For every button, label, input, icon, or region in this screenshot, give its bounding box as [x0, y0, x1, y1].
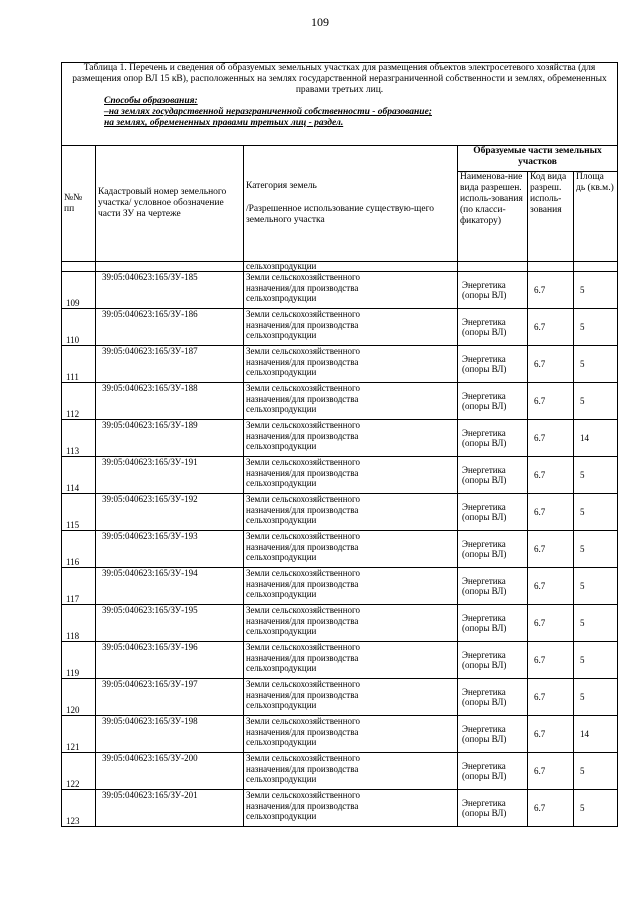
continuation-text: сельхозпродукции	[244, 262, 458, 272]
row-category	[244, 272, 458, 309]
row-category-line: Земли сельскохозяйственного	[246, 605, 361, 615]
row-use-code: 6.7	[528, 457, 574, 494]
row-category-line: назначения/для производства	[246, 689, 359, 700]
row-category-line: назначения/для производства	[246, 319, 359, 330]
row-number: 109	[62, 272, 96, 309]
row-number: 120	[62, 679, 96, 716]
row-area: 14	[574, 716, 618, 753]
row-category-line: сельхозпродукции	[246, 478, 317, 488]
row-category	[244, 642, 458, 679]
land-plots-table	[61, 62, 618, 827]
row-category-line: Земли сельскохозяйственного	[246, 346, 361, 356]
table-row	[62, 642, 618, 679]
row-use-name: Энергетика (опоры ВЛ)	[458, 568, 528, 605]
row-category-line: сельхозпродукции	[246, 330, 317, 340]
row-number: 113	[62, 420, 96, 457]
row-category-line: назначения/для производства	[246, 356, 359, 367]
row-category-line: сельхозпродукции	[246, 589, 317, 599]
row-cadastral-number: 39:05:040623:165/ЗУ-192	[96, 494, 244, 531]
row-cadastral-number: 39:05:040623:165/ЗУ-185	[96, 272, 244, 309]
row-category-line: Земли сельскохозяйственного	[246, 531, 361, 541]
table-row	[62, 716, 618, 753]
row-area: 5	[574, 272, 618, 309]
row-use-code: 6.7	[528, 420, 574, 457]
row-category-line: сельхозпродукции	[246, 700, 317, 710]
row-category-line: назначения/для производства	[246, 763, 359, 774]
row-number: 118	[62, 605, 96, 642]
row-category-line: сельхозпродукции	[246, 626, 317, 636]
table-row	[62, 753, 618, 790]
row-cadastral-number: 39:05:040623:165/ЗУ-188	[96, 383, 244, 420]
row-category-line: назначения/для производства	[246, 467, 359, 478]
row-area: 5	[574, 346, 618, 383]
row-use-code: 6.7	[528, 568, 574, 605]
row-area: 5	[574, 568, 618, 605]
row-category-line: сельхозпродукции	[246, 552, 317, 562]
row-area: 5	[574, 309, 618, 346]
row-category-line: Земли сельскохозяйственного	[246, 716, 361, 726]
row-use-name: Энергетика (опоры ВЛ)	[458, 346, 528, 383]
row-use-code: 6.7	[528, 272, 574, 309]
header-group: Образуемые части земельных участков	[458, 146, 618, 172]
row-use-name: Энергетика (опоры ВЛ)	[458, 457, 528, 494]
row-area: 5	[574, 753, 618, 790]
table-row	[62, 531, 618, 568]
row-area: 5	[574, 494, 618, 531]
table-row	[62, 605, 618, 642]
header-category-title: Категория земель	[246, 181, 317, 191]
row-number: 116	[62, 531, 96, 568]
row-category-line: Земли сельскохозяйственного	[246, 679, 361, 689]
row-area: 14	[574, 420, 618, 457]
row-number: 121	[62, 716, 96, 753]
row-category	[244, 457, 458, 494]
row-use-code: 6.7	[528, 383, 574, 420]
row-category-line: назначения/для производства	[246, 578, 359, 589]
row-category	[244, 716, 458, 753]
row-use-name: Энергетика (опоры ВЛ)	[458, 531, 528, 568]
table-row	[62, 790, 618, 827]
row-number: 111	[62, 346, 96, 383]
row-area: 5	[574, 383, 618, 420]
table-row	[62, 494, 618, 531]
row-category	[244, 531, 458, 568]
row-category-line: Земли сельскохозяйственного	[246, 457, 361, 467]
row-category-line: назначения/для производства	[246, 726, 359, 737]
continuation-row	[62, 262, 618, 272]
row-category	[244, 790, 458, 827]
row-cadastral-number: 39:05:040623:165/ЗУ-201	[96, 790, 244, 827]
row-category-line: назначения/для производства	[246, 800, 359, 811]
row-use-code: 6.7	[528, 605, 574, 642]
row-cadastral-number: 39:05:040623:165/ЗУ-186	[96, 309, 244, 346]
method-1: –на землях государственной неразграниченной собственности - образование;	[104, 107, 432, 117]
table-row	[62, 272, 618, 309]
row-use-name: Энергетика (опоры ВЛ)	[458, 309, 528, 346]
row-category	[244, 383, 458, 420]
header-use-code: Код вида разреш. исполь-зования	[528, 172, 574, 262]
caption-row	[62, 63, 618, 146]
row-cadastral-number: 39:05:040623:165/ЗУ-197	[96, 679, 244, 716]
header-use-name: Наименова-ние вида разрешен. исполь-зования (по класси-фикатору)	[458, 172, 528, 262]
table-caption	[62, 63, 618, 146]
row-category-line: сельхозпродукции	[246, 663, 317, 673]
table-row	[62, 309, 618, 346]
row-category-line: назначения/для производства	[246, 282, 359, 293]
row-number: 122	[62, 753, 96, 790]
header-category-use: /Разрешенное использование существую-щего земельного участка	[246, 204, 434, 225]
row-cadastral-number: 39:05:040623:165/ЗУ-189	[96, 420, 244, 457]
header-num: №№ пп	[62, 146, 96, 262]
row-area: 5	[574, 531, 618, 568]
table-row	[62, 346, 618, 383]
row-category	[244, 679, 458, 716]
row-category-line: Земли сельскохозяйственного	[246, 309, 361, 319]
method-2: на землях, обремененных правами третьих лиц - раздел.	[104, 118, 344, 128]
row-number: 115	[62, 494, 96, 531]
header-category	[244, 146, 458, 262]
row-category-line: Земли сельскохозяйственного	[246, 568, 361, 578]
row-cadastral-number: 39:05:040623:165/ЗУ-193	[96, 531, 244, 568]
row-use-name: Энергетика (опоры ВЛ)	[458, 272, 528, 309]
row-category	[244, 309, 458, 346]
row-cadastral-number: 39:05:040623:165/ЗУ-187	[96, 346, 244, 383]
header-area: Площа дь (кв.м.)	[574, 172, 618, 262]
row-cadastral-number: 39:05:040623:165/ЗУ-200	[96, 753, 244, 790]
row-number: 123	[62, 790, 96, 827]
table-row	[62, 383, 618, 420]
row-category	[244, 753, 458, 790]
row-category	[244, 346, 458, 383]
row-use-name: Энергетика (опоры ВЛ)	[458, 420, 528, 457]
row-category	[244, 494, 458, 531]
row-use-code: 6.7	[528, 642, 574, 679]
row-use-name: Энергетика (опоры ВЛ)	[458, 753, 528, 790]
caption-text: Таблица 1. Перечень и сведения об образуемых земельных участках для размещения объектов электросетевого хозяйства (для размещения опор ВЛ 15 кВ), расположенных на землях государственной неразграниченной собственности и землях, обремененных правами третьих лиц.	[72, 63, 607, 95]
row-category-line: сельхозпродукции	[246, 404, 317, 414]
row-use-name: Энергетика (опоры ВЛ)	[458, 642, 528, 679]
row-category-line: сельхозпродукции	[246, 367, 317, 377]
row-category-line: Земли сельскохозяйственного	[246, 420, 361, 430]
row-use-code: 6.7	[528, 531, 574, 568]
row-use-name: Энергетика (опоры ВЛ)	[458, 605, 528, 642]
row-category-line: назначения/для производства	[246, 615, 359, 626]
table-row	[62, 420, 618, 457]
row-category-line: назначения/для производства	[246, 541, 359, 552]
row-use-name: Энергетика (опоры ВЛ)	[458, 716, 528, 753]
row-area: 5	[574, 790, 618, 827]
row-number: 117	[62, 568, 96, 605]
table-row	[62, 568, 618, 605]
row-number: 114	[62, 457, 96, 494]
row-number: 112	[62, 383, 96, 420]
row-category-line: Земли сельскохозяйственного	[246, 790, 361, 800]
row-category-line: Земли сельскохозяйственного	[246, 753, 361, 763]
row-area: 5	[574, 642, 618, 679]
row-use-code: 6.7	[528, 753, 574, 790]
row-cadastral-number: 39:05:040623:165/ЗУ-191	[96, 457, 244, 494]
row-use-name: Энергетика (опоры ВЛ)	[458, 679, 528, 716]
row-use-code: 6.7	[528, 494, 574, 531]
row-use-name: Энергетика (опоры ВЛ)	[458, 383, 528, 420]
row-cadastral-number: 39:05:040623:165/ЗУ-195	[96, 605, 244, 642]
table-row	[62, 457, 618, 494]
row-category-line: назначения/для производства	[246, 504, 359, 515]
row-category-line: Земли сельскохозяйственного	[246, 272, 361, 282]
row-category-line: назначения/для производства	[246, 393, 359, 404]
row-cadastral-number: 39:05:040623:165/ЗУ-198	[96, 716, 244, 753]
row-number: 119	[62, 642, 96, 679]
header-cadastral: Кадастровый номер земельного участка/ условное обозначение части ЗУ на чертеже	[96, 146, 244, 262]
methods-title: Способы образования:	[104, 96, 198, 106]
row-use-code: 6.7	[528, 679, 574, 716]
row-category	[244, 568, 458, 605]
row-use-code: 6.7	[528, 716, 574, 753]
row-area: 5	[574, 679, 618, 716]
row-use-code: 6.7	[528, 346, 574, 383]
row-category-line: сельхозпродукции	[246, 293, 317, 303]
row-category-line: сельхозпродукции	[246, 515, 317, 525]
row-category-line: назначения/для производства	[246, 652, 359, 663]
row-cadastral-number: 39:05:040623:165/ЗУ-194	[96, 568, 244, 605]
row-category-line: Земли сельскохозяйственного	[246, 494, 361, 504]
row-use-code: 6.7	[528, 790, 574, 827]
row-category	[244, 605, 458, 642]
row-use-name: Энергетика (опоры ВЛ)	[458, 494, 528, 531]
row-category-line: сельхозпродукции	[246, 441, 317, 451]
row-category-line: сельхозпродукции	[246, 811, 317, 821]
row-category	[244, 420, 458, 457]
row-use-code: 6.7	[528, 309, 574, 346]
header-row-top	[62, 146, 618, 172]
row-cadastral-number: 39:05:040623:165/ЗУ-196	[96, 642, 244, 679]
row-category-line: Земли сельскохозяйственного	[246, 383, 361, 393]
row-category-line: сельхозпродукции	[246, 737, 317, 747]
row-category-line: Земли сельскохозяйственного	[246, 642, 361, 652]
page-number: 109	[311, 15, 329, 29]
row-use-name: Энергетика (опоры ВЛ)	[458, 790, 528, 827]
row-category-line: сельхозпродукции	[246, 774, 317, 784]
row-area: 5	[574, 605, 618, 642]
row-area: 5	[574, 457, 618, 494]
row-category-line: назначения/для производства	[246, 430, 359, 441]
table-row	[62, 679, 618, 716]
row-number: 110	[62, 309, 96, 346]
